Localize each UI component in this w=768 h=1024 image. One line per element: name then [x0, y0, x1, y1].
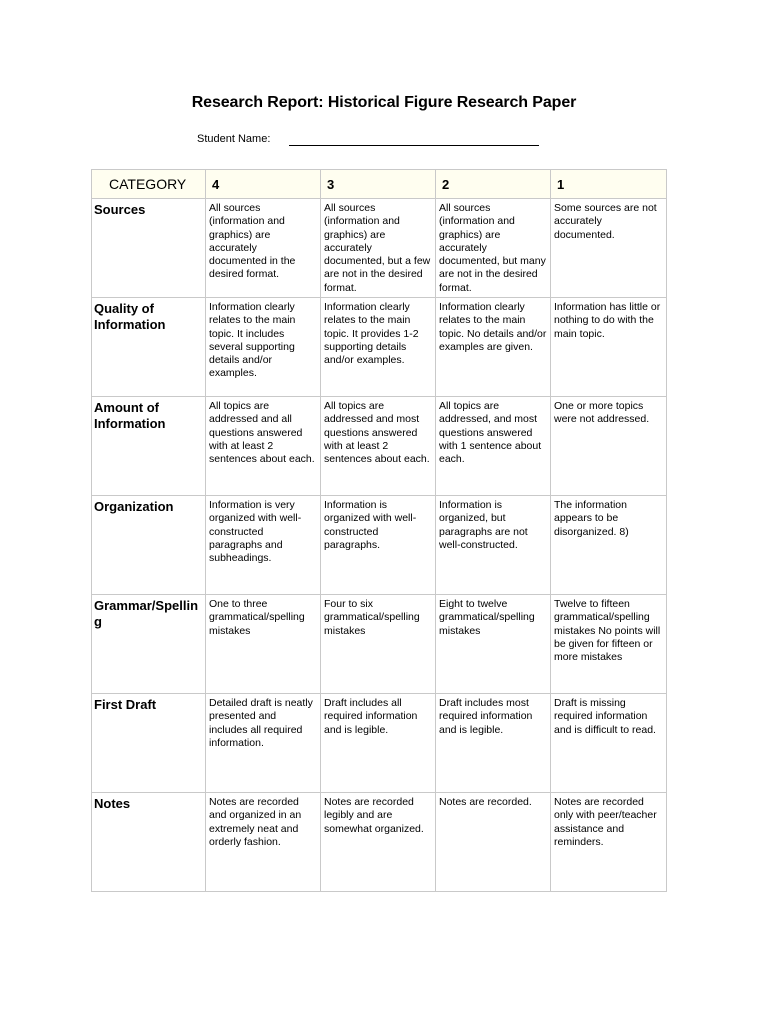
- rubric-row-amount: [92, 397, 667, 496]
- criteria-cell: Information clearly relates to the main topic. It provides 1-2 supporting details and/or examples.: [321, 298, 436, 397]
- category-name: Notes: [92, 793, 206, 892]
- category-name: Organization: [92, 496, 206, 595]
- criteria-cell: Twelve to fifteen grammatical/spelling mistakes No points will be given for fifteen or more mistakes: [551, 595, 667, 694]
- rubric-row-first-draft: [92, 694, 667, 793]
- criteria-cell: Detailed draft is neatly presented and includes all required information.: [206, 694, 321, 793]
- criteria-cell: Notes are recorded only with peer/teacher assistance and reminders.: [551, 793, 667, 892]
- criteria-cell: Information is organized with well-constructed paragraphs.: [321, 496, 436, 595]
- rubric-row-notes: [92, 793, 667, 892]
- category-name: Sources: [92, 199, 206, 298]
- criteria-cell: Notes are recorded.: [436, 793, 551, 892]
- score-header-3: 3: [321, 170, 436, 199]
- score-header-4: 4: [206, 170, 321, 199]
- criteria-cell: Draft includes most required information and is legible.: [436, 694, 551, 793]
- criteria-cell: All topics are addressed, and most questions answered with 1 sentence about each.: [436, 397, 551, 496]
- criteria-cell: The information appears to be disorganized. 8): [551, 496, 667, 595]
- category-name: First Draft: [92, 694, 206, 793]
- rubric-table: [91, 169, 667, 892]
- rubric-row-quality: [92, 298, 667, 397]
- criteria-cell: All sources (information and graphics) are accurately documented in the desired format.: [206, 199, 321, 298]
- category-name: Grammar/Spelling: [92, 595, 206, 694]
- rubric-row-sources: [92, 199, 667, 298]
- criteria-cell: One to three grammatical/spelling mistakes: [206, 595, 321, 694]
- criteria-cell: Information has little or nothing to do with the main topic.: [551, 298, 667, 397]
- criteria-cell: Notes are recorded legibly and are somewhat organized.: [321, 793, 436, 892]
- criteria-cell: All topics are addressed and most questions answered with at least 2 sentences about each.: [321, 397, 436, 496]
- rubric-header-row: [92, 170, 667, 199]
- criteria-cell: Information is very organized with well-constructed paragraphs and subheadings.: [206, 496, 321, 595]
- category-header: CATEGORY: [92, 170, 206, 199]
- criteria-cell: Draft includes all required information and is legible.: [321, 694, 436, 793]
- criteria-cell: All sources (information and graphics) are accurately documented, but a few are not in the desired format.: [321, 199, 436, 298]
- rubric-row-grammar: [92, 595, 667, 694]
- criteria-cell: Some sources are not accurately documented.: [551, 199, 667, 298]
- criteria-cell: One or more topics were not addressed.: [551, 397, 667, 496]
- score-header-2: 2: [436, 170, 551, 199]
- score-header-1: 1: [551, 170, 667, 199]
- criteria-cell: Information is organized, but paragraphs are not well-constructed.: [436, 496, 551, 595]
- criteria-cell: All topics are addressed and all questions answered with at least 2 sentences about each.: [206, 397, 321, 496]
- criteria-cell: All sources (information and graphics) are accurately documented, but many are not in the desired format.: [436, 199, 551, 298]
- criteria-cell: Notes are recorded and organized in an extremely neat and orderly fashion.: [206, 793, 321, 892]
- criteria-cell: Four to six grammatical/spelling mistakes: [321, 595, 436, 694]
- student-name-label: Student Name:: [197, 133, 271, 145]
- criteria-cell: Information clearly relates to the main topic. It includes several supporting details and/or examples.: [206, 298, 321, 397]
- student-name-line: [289, 145, 539, 146]
- page-title: Research Report: Historical Figure Research Paper: [191, 94, 577, 111]
- category-name: Quality of Information: [92, 298, 206, 397]
- rubric-row-organization: [92, 496, 667, 595]
- criteria-cell: Draft is missing required information and is difficult to read.: [551, 694, 667, 793]
- criteria-cell: Eight to twelve grammatical/spelling mistakes: [436, 595, 551, 694]
- criteria-cell: Information clearly relates to the main topic. No details and/or examples are given.: [436, 298, 551, 397]
- category-name: Amount of Information: [92, 397, 206, 496]
